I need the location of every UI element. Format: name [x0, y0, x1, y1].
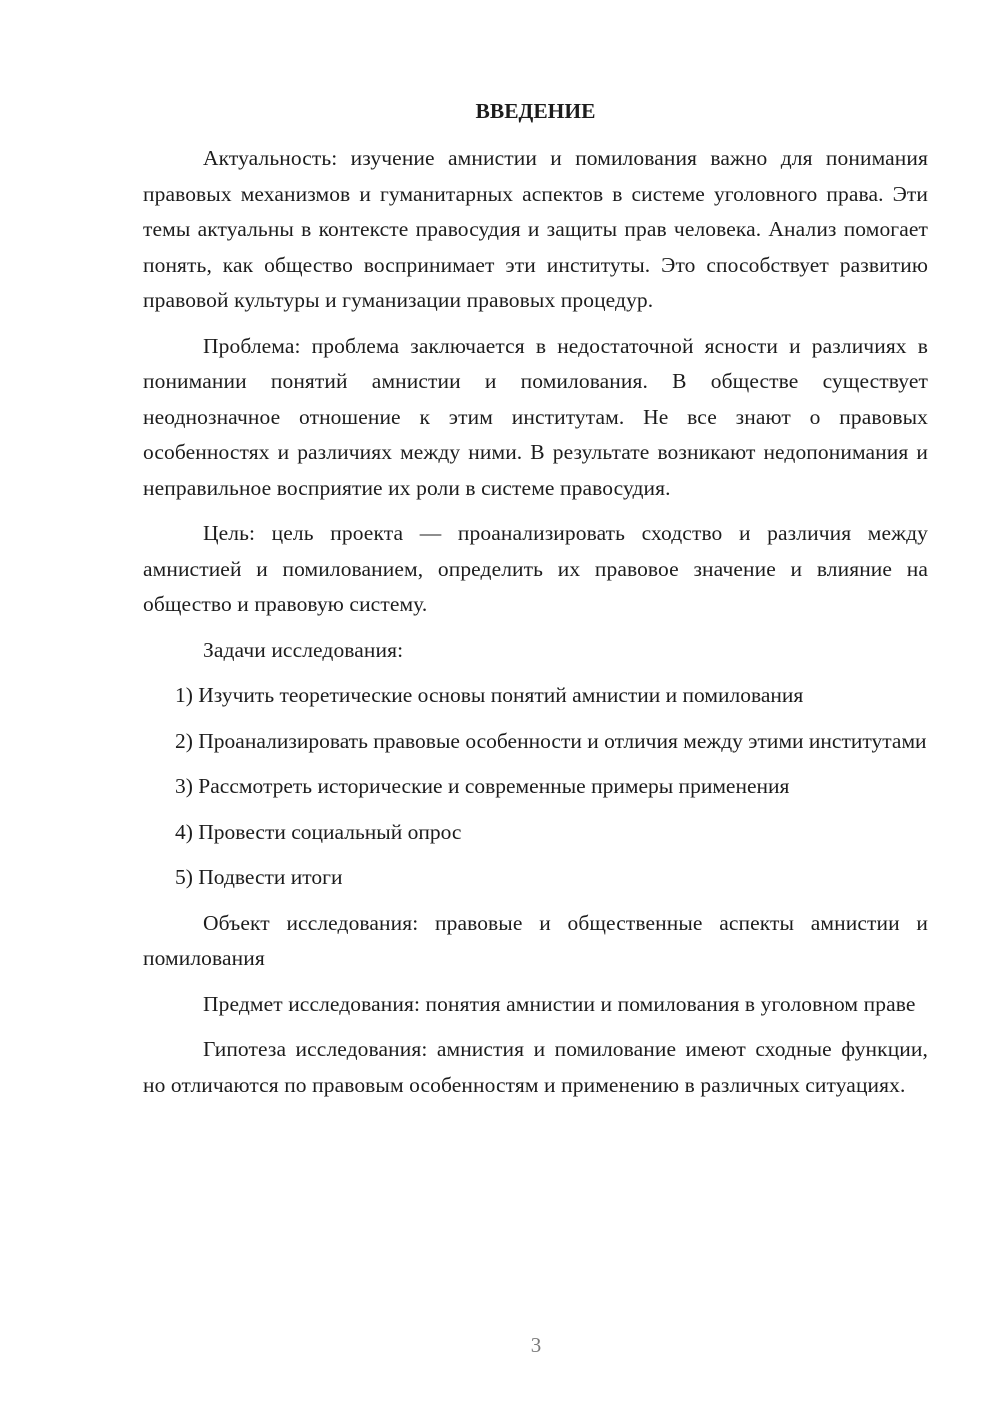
page-content [143, 94, 928, 1113]
task-item-2: 2) Проанализировать правовые особенности и отличия между этими институтами [175, 728, 927, 753]
page-title: ВВЕДЕНИЕ [475, 99, 596, 123]
paragraph-relevance: Актуальность: изучение амнистии и помилования важно для понимания правовых механизмов и гуманитарных аспектов в системе уголовного права. Эти темы актуальны в контексте правосудия и защиты прав человека. Анализ помогает понять, как общество воспринимает эти институты. Это способствует развитию правовой культуры и гуманизации правовых процедур. [143, 146, 928, 312]
task-item-3: 3) Рассмотреть исторические и современные примеры применения [175, 774, 790, 798]
paragraph-object: Объект исследования: правовые и общественные аспекты амнистии и помилования [143, 910, 928, 970]
paragraph-subject: Предмет исследования: понятия амнистии и помилования в уголовном праве [203, 991, 916, 1016]
paragraph-goal: Цель: цель проекта — проанализировать сходство и различия между амнистией и помилованием, определить их правовое значение и влияние на общество и правовую систему. [143, 521, 928, 616]
paragraph-problem: Проблема: проблема заключается в недостаточной ясности и различиях в понимании понятий амнистии и помилования. В обществе существует неоднозначное отношение к этим институтам. Не все знают о правовых особенностях и различиях между ними. В результате возникают недопонимания и неправильное восприятие их роли в системе правосудия. [143, 333, 928, 500]
task-item-4: 4) Провести социальный опрос [175, 819, 462, 844]
task-item-1: 1) Изучить теоретические основы понятий амнистии и помилования [175, 683, 804, 707]
page-number: 3 [530, 1333, 542, 1357]
task-item-5: 5) Подвести итоги [175, 865, 343, 889]
paragraph-hypothesis: Гипотеза исследования: амнистия и помилование имеют сходные функции, но отличаются по правовым особенностям и применению в различных ситуациях. [143, 1037, 928, 1097]
tasks-heading: Задачи исследования: [203, 637, 404, 662]
